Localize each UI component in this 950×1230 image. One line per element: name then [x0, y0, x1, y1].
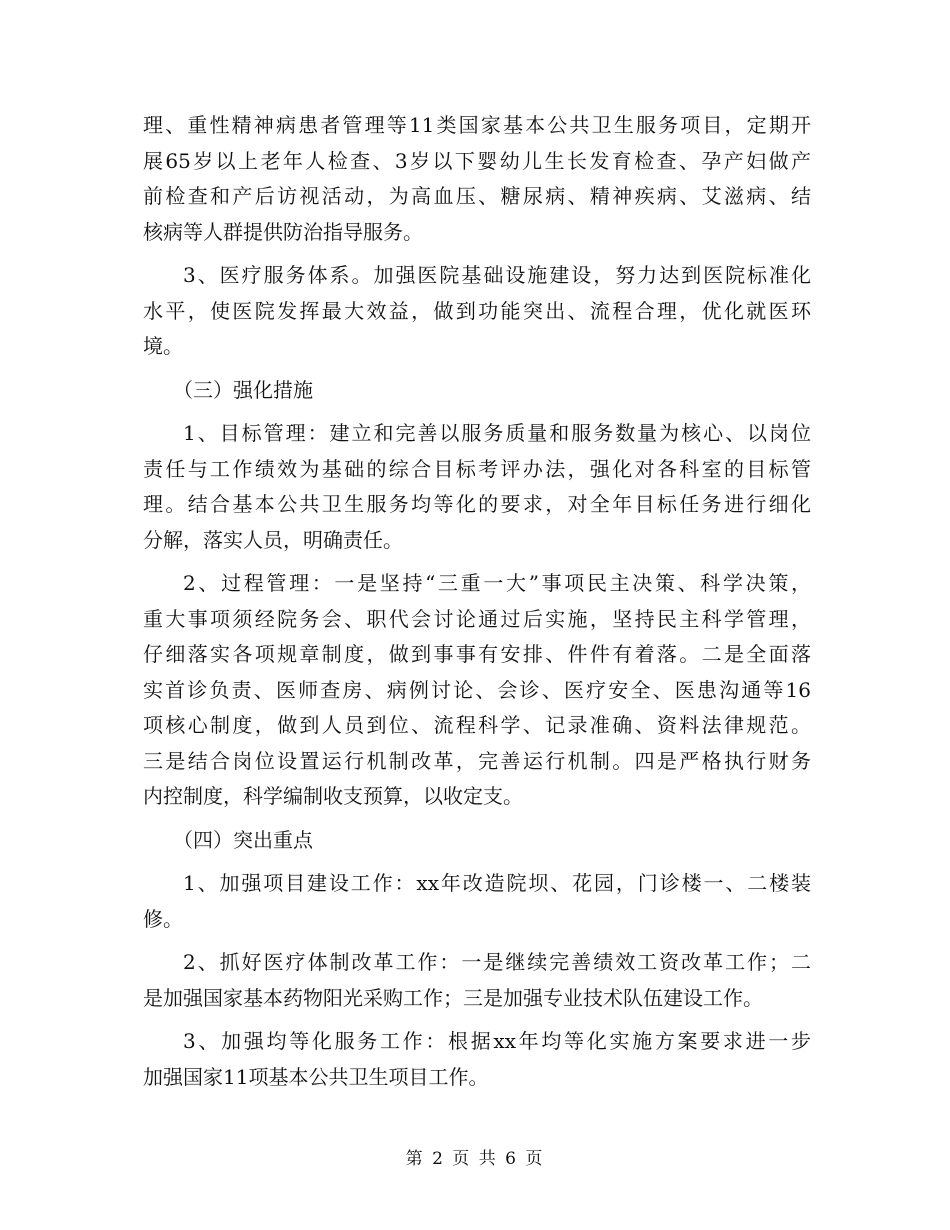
text-line: 3、医疗服务体系。加强医院基础设施建设，努力达到医院标准化: [183, 263, 811, 287]
text-line: 重大事项须经院务会、职代会讨论通过后实施，坚持民主科学管理，: [143, 606, 811, 631]
paragraph-equalization-service: [143, 1024, 811, 1095]
page-number-footer: 第 2 页 共 6 页: [405, 1149, 545, 1169]
text-line: 仔细落实各项规章制度，做到事事有安排、件件有着落。二是全面落: [143, 642, 811, 666]
section-heading-highlight-priorities: [143, 823, 811, 859]
text-line: 项核心制度，做到人员到位、流程科学、记录准确、资料法律规范。: [143, 713, 811, 737]
text-line: 1、目标管理：建立和完善以服务质量和服务数量为核心、以岗位: [183, 421, 811, 445]
text-line: 是加强国家基本药物阳光采购工作；三是加强专业技术队伍建设工作。: [143, 985, 763, 1010]
paragraph-process-management: [143, 566, 811, 815]
text-line: 理、重性精神病患者管理等11类国家基本公共卫生服务项目，定期开: [143, 113, 811, 137]
text-line: 加强国家11项基本公共卫生项目工作。: [143, 1064, 489, 1089]
text-line: 境。: [143, 334, 183, 358]
text-line: 分解，落实人员，明确责任。: [143, 527, 403, 552]
heading-text: （四）突出重点: [173, 827, 313, 852]
section-heading-strengthen-measures: [143, 373, 811, 409]
text-line: 核病等人群提供防治指导服务。: [143, 219, 423, 244]
text-line: 2、抓好医疗体制改革工作：一是继续完善绩效工资改革工作；二: [183, 950, 811, 974]
text-line: 3、加强均等化服务工作：根据xx年均等化实施方案要求进一步: [183, 1029, 811, 1053]
text-line: 展65岁以上老年人检查、3岁以下婴幼儿生长发育检查、孕产妇做产: [143, 148, 811, 173]
text-line: 内控制度，科学编制收支预算，以收定支。: [143, 784, 523, 808]
text-line: 责任与工作绩效为基础的综合目标考评办法，强化对各科室的目标管: [143, 456, 811, 481]
text-line: 1、加强项目建设工作：xx年改造院坝、花园，门诊楼一、二楼装: [183, 871, 811, 895]
heading-text: （三）强化措施: [173, 377, 313, 402]
paragraph-service-items: [143, 108, 811, 250]
document-body: [143, 108, 811, 1095]
text-line: 水平，使医院发挥最大效益，做到功能突出、流程合理，优化就医环: [143, 298, 811, 323]
text-line: 2、过程管理：一是坚持“三重一大”事项民主决策、科学决策，: [183, 571, 811, 595]
text-line: 实首诊负责、医师查房、病例讨论、会诊、医疗安全、医患沟通等16: [143, 677, 811, 702]
paragraph-medical-reform: [143, 945, 811, 1016]
text-line: 前检查和产后访视活动，为高血压、糖尿病、精神疾病、艾滋病、结: [143, 184, 811, 208]
text-line: 理。结合基本公共卫生服务均等化的要求，对全年目标任务进行细化: [143, 492, 811, 516]
paragraph-project-construction: [143, 866, 811, 937]
paragraph-target-management: [143, 416, 811, 558]
text-line: 三是结合岗位设置运行机制改革，完善运行机制。四是严格执行财务: [143, 748, 811, 773]
text-line: 修。: [143, 906, 183, 931]
paragraph-medical-service-system: [143, 258, 811, 365]
